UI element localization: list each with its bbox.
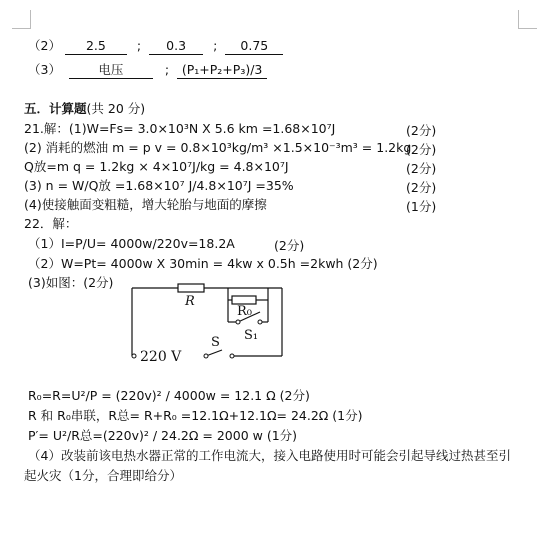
q22-line-1-score: (2分) [274,238,305,253]
resistor-r [178,284,204,292]
switch-s-blade [206,350,222,356]
part3-value-1: 电压 [69,62,153,79]
q21-line-3-text: Q放=m q = 1.2kg × 4×10⁷J/kg = 4.8×10⁷J [24,159,289,174]
part2-label: （2） [28,38,61,53]
resistor-r0 [232,296,256,304]
label-s: S [211,335,220,350]
part3-value-2: (P₁+P₂+P₃)/3 [177,62,267,79]
part2-sep-2: ; [213,38,218,53]
page-corner-top-left [12,10,31,29]
part2-value-2: 0.3 [149,38,203,55]
q21-line-5-text: (4)使接触面变粗糙，增大轮胎与地面的摩擦 [24,197,267,212]
q22-line-3 [28,275,113,291]
q22-line-1 [28,236,235,252]
label-s1: S₁ [244,328,259,343]
q21-line-5-score: (1分) [406,199,437,214]
section-title-text: 五．计算题 [24,101,87,116]
part2-value-3: 0.75 [225,38,283,55]
q21-line-1-score: (2分) [406,123,437,138]
q21-line-4-score: (2分) [406,180,437,195]
circuit-diagram [120,280,300,370]
part2-value-1: 2.5 [65,38,127,55]
q22-calc-2: R 和 R₀串联，R总= R+R₀ =12.1Ω+12.1Ω= 24.2Ω (1分) [28,408,363,423]
terminal-right [204,354,208,358]
q21-line-3-score: (2分) [406,161,437,176]
q21-line-2 [24,140,411,156]
q22-part4-line-1: （4）改装前该电热水器正常的工作电流大，接入电路使用时可能会引起导线过热甚至引 [28,448,511,463]
q21-line-4 [24,178,294,194]
q22-calc-3: P′= U²/R总=(220v)² / 24.2Ω = 2000 w (1分) [28,428,298,443]
label-r: R [185,294,195,309]
q21-line-4-text: (3) n = W/Q放 =1.68×10⁷ J/4.8×10⁷J =35% [24,178,294,193]
q22-heading: 22．解： [24,216,78,231]
part3-label: （3） [28,62,61,77]
q22-line-2-text: （2）W=Pt= 4000w X 30min = 4kw x 0.5h =2kwh (2分) [28,256,378,271]
section-title [24,101,145,117]
q22-calc-1: R₀=R=U²/P = (220v)² / 4000w = 12.1 Ω (2分) [28,388,310,403]
s1-contact-right [258,320,262,324]
q21-line-2-text: (2) 消耗的燃油 m = p v = 0.8×10³kg/m³ ×1.5×10⁻³m³ = 1.2kg [24,140,412,155]
part2-sep-1: ; [136,38,142,53]
q22-part4-line-2: 起火灾（1分，合理即给分） [24,468,182,483]
s-contact [230,354,234,358]
q21-line-3 [24,159,289,175]
page-corner-top-right [518,10,537,29]
q22-line-3-text: (3)如图：(2分) [28,275,114,290]
answer-line-part3 [28,62,267,79]
label-r0: R₀ [237,304,252,319]
label-voltage: 220 V [140,349,182,365]
part3-sep: ; [164,62,170,77]
q21-line-1-text: 21.解：(1)W=Fs= 3.0×10³N X 5.6 km =1.68×10⁷J [24,121,336,136]
s1-contact-left [236,320,240,324]
q21-line-5 [24,197,267,213]
answer-line-part2 [28,38,283,55]
q21-line-1 [24,121,335,137]
section-title-note: (共 20 分) [86,101,146,116]
terminal-left [132,354,136,358]
q22-line-1-text: （1）I=P/U= 4000w/220v=18.2A [28,236,235,251]
q22-line-2 [28,256,378,272]
q21-line-2-score: (2分) [406,142,437,157]
